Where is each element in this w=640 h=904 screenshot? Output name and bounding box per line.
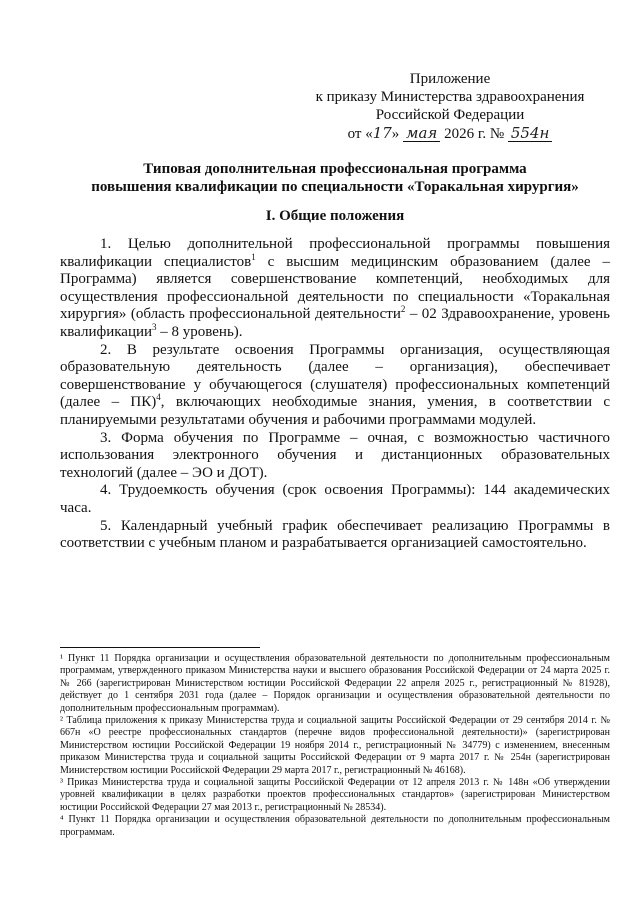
paragraph-4: 4. Трудоемкость обучения (срок освоения Программы): 144 академических часа. bbox=[60, 482, 610, 516]
date-month-handwritten: мая bbox=[403, 125, 440, 142]
footnote-divider bbox=[60, 647, 260, 648]
paragraph-2-text-a: 2. В результате освоения Программы организация, осуществляющая образовательную деятельность (далее – организация), обеспечивает совершенствование у обучающегося (слушателя) профессиональных компетенций (далее – ПК) bbox=[60, 341, 610, 411]
date-mid: » bbox=[391, 126, 400, 142]
document-title bbox=[60, 160, 610, 196]
appendix-order-ref: к приказу Министерства здравоохранения bbox=[315, 89, 585, 105]
footnotes bbox=[60, 653, 610, 839]
paragraph-2 bbox=[60, 342, 610, 430]
title-line-2: повышения квалификации по специальности «Торакальная хирургия» bbox=[91, 179, 579, 195]
order-number-handwritten: 554н bbox=[508, 125, 553, 142]
title-line-1: Типовая дополнительная профессиональная программа bbox=[143, 161, 527, 177]
paragraph-1-text-b: с высшим медицинским образованием (далее – Программа) является совершенствование компетенций, необходимых для осуществления профессиональной деятельности по специальности «Торакальная хирургия» (область профессиональной деятельности bbox=[60, 253, 610, 323]
date-prefix: от « bbox=[347, 126, 373, 142]
date-year: 2026 г. № bbox=[444, 126, 505, 142]
paragraph-3: 3. Форма обучения по Программе – очная, с возможностью частичного использования электронного обучения и дистанционных образовательных технологий (далее – ЭО и ДОТ). bbox=[60, 429, 610, 481]
paragraph-5: 5. Календарный учебный график обеспечивает реализацию Программы в соответствии с учебным планом и разрабатывается организацией самостоятельно. bbox=[60, 517, 610, 552]
paragraph-2-text-b: , включающих необходимые знания, умения, в соответствии с планируемыми результатами обучения и рабочими программами модулей. bbox=[60, 394, 610, 428]
paragraph-1-text-a: 1. Целью дополнительной профессиональной программы повышения квалификации специалистов bbox=[60, 236, 610, 270]
section-heading: I. Общие положения bbox=[265, 208, 405, 224]
paragraph-1-text-c: – 02 Здравоохранение, уровень квалификации bbox=[60, 306, 610, 340]
footnote-ref-1: 1 bbox=[251, 251, 256, 262]
appendix-date-line bbox=[300, 124, 600, 143]
appendix-title: Приложение bbox=[409, 71, 491, 87]
appendix-header bbox=[300, 70, 600, 143]
footnote-ref-2: 2 bbox=[400, 304, 406, 315]
document-body bbox=[60, 236, 610, 553]
appendix-country: Российской Федерации bbox=[375, 107, 525, 123]
footnote-ref-3: 3 bbox=[152, 321, 157, 332]
paragraph-1 bbox=[60, 236, 610, 342]
footnote-4: ⁴ Пункт 11 Порядка организации и осуществления образовательной деятельности по дополнительным профессиональным программам. bbox=[60, 814, 610, 838]
paragraph-1-text-d: – 8 уровень). bbox=[156, 323, 243, 340]
footnote-3: ³ Приказ Министерства труда и социальной защиты Российской Федерации от 12 апреля 2013 г. № 148н «Об утверждении уровней квалификации в целях разработки проектов профессиональных стандартов» (зарегистрирован Министерством юстиции Российской Федерации 27 мая 2013 г., регистрационный № 28534). bbox=[60, 777, 610, 813]
footnote-1: ¹ Пункт 11 Порядка организации и осуществления образовательной деятельности по дополнительным профессиональным программам, утвержденного приказом Министерства науки и высшего образования Российской Федерации от 24 марта 2025 г. № 266 (зарегистрирован Министерством юстиции Российской Федерации 22 апреля 2025 г., регистрационный № 81928), действует до 1 сентября 2031 года (далее – Порядок организации и осуществления образовательной деятельности по дополнительным профессиональным программам). bbox=[60, 653, 610, 714]
footnote-ref-4: 4 bbox=[156, 392, 161, 403]
date-day-handwritten: 17 bbox=[372, 124, 392, 142]
footnote-2: ² Таблица приложения к приказу Министерства труда и социальной защиты Российской Федерации от 29 сентября 2014 г. № 667н «О реестре профессиональных стандартов (перечне видов профессиональной деятельности)» (зарегистрирован Министерством юстиции Российской Федерации 19 ноября 2014 г., регистрационный № 34779) с изменением, внесенным приказом Министерства труда и социальной защиты Российской Федерации от 9 марта 2017 г. № 254н (зарегистрирован Министерством юстиции Российской Федерации 29 марта 2017 г., регистрационный № 46168). bbox=[60, 715, 610, 776]
